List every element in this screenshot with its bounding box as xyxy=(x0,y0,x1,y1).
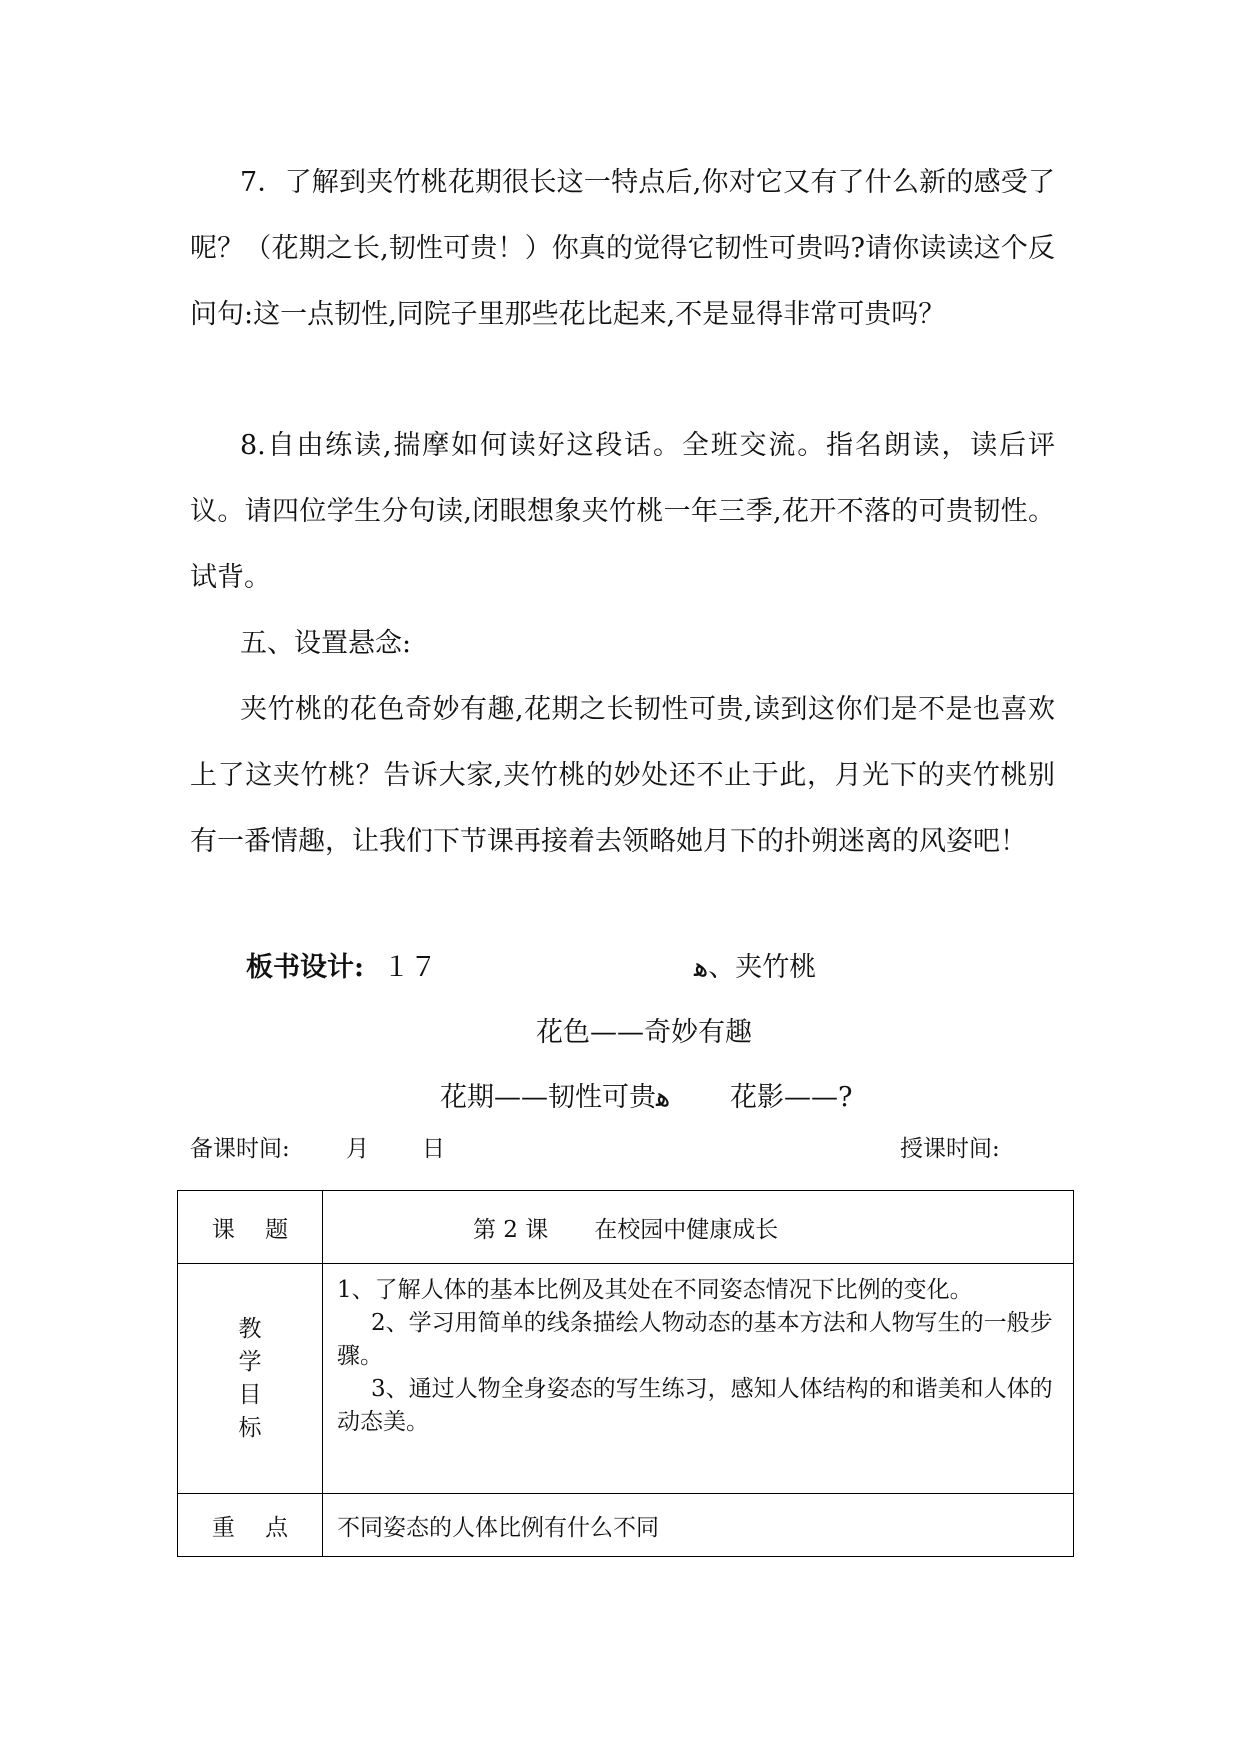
goal-item: 2、学习用简单的线条描绘人物动态的基本方法和人物写生的一般步骤。 xyxy=(337,1310,1053,1369)
board-line-flower-color: 花色——奇妙有趣 xyxy=(536,1017,752,1048)
goals-row xyxy=(178,1264,1074,1494)
board-design-label: 板书设计: xyxy=(246,952,364,983)
key-point-label: 重 点 xyxy=(178,1494,323,1557)
suspense-paragraph: 夹竹桃的花色奇妙有趣,花期之长韧性可贵,读到这你们是不是也喜欢上了这夹竹桃？告诉大家,夹竹桃的妙处还不止于此，月光下的夹竹桃别有一番情趣，让我们下节课再接着去领略她月下的扑朔迷离的风姿吧！ xyxy=(190,694,1055,857)
board-design-title: ﻫ、夹竹桃 xyxy=(694,952,817,983)
topic-label: 课 题 xyxy=(178,1191,323,1264)
prep-month: 月 xyxy=(346,1136,369,1162)
board-line-flower-shadow: 花影——? xyxy=(730,1082,853,1113)
goal-item: 3、通过人物全身姿态的写生练习，感知人体结构的和谐美和人体的动态美。 xyxy=(337,1376,1053,1435)
key-point-value: 不同姿态的人体比例有什么不同 xyxy=(323,1494,1074,1557)
topic-row xyxy=(178,1191,1074,1264)
goals-content xyxy=(323,1264,1074,1494)
paragraph-7: 7．了解到夹竹桃花期很长这一特点后,你对它又有了什么新的感受了呢？（花期之长,韧性可贵！）你真的觉得它韧性可贵吗?请你读读这个反问句:这一点韧性,同院子里那些花比起来,不是显得非常可贵吗？ xyxy=(190,167,1055,330)
teach-time-label: 授课时间: xyxy=(900,1136,1000,1162)
paragraph-8: 8.自由练读,揣摩如何读好这段话。全班交流。指名朗读，读后评议。请四位学生分句读,闭眼想象夹竹桃一年三季,花开不落的可贵韧性。试背。 xyxy=(190,430,1055,593)
lesson-table xyxy=(177,1190,1074,1557)
goal-item: 1、了解人体的基本比例及其处在不同姿态情况下比例的变化。 xyxy=(337,1277,973,1303)
prep-day: 日 xyxy=(422,1136,445,1162)
goals-label: 教 学 目 标 xyxy=(178,1264,323,1494)
section-5-heading: 五、设置悬念: xyxy=(240,628,412,659)
topic-value: 第 2 课 在校园中健康成长 xyxy=(323,1191,1074,1264)
key-point-row xyxy=(178,1494,1074,1557)
board-line-flower-period: 花期——韧性可贵ﻫ xyxy=(440,1082,671,1113)
prep-time-label: 备课时间: xyxy=(190,1136,290,1162)
board-design-number: １７ xyxy=(383,952,437,983)
